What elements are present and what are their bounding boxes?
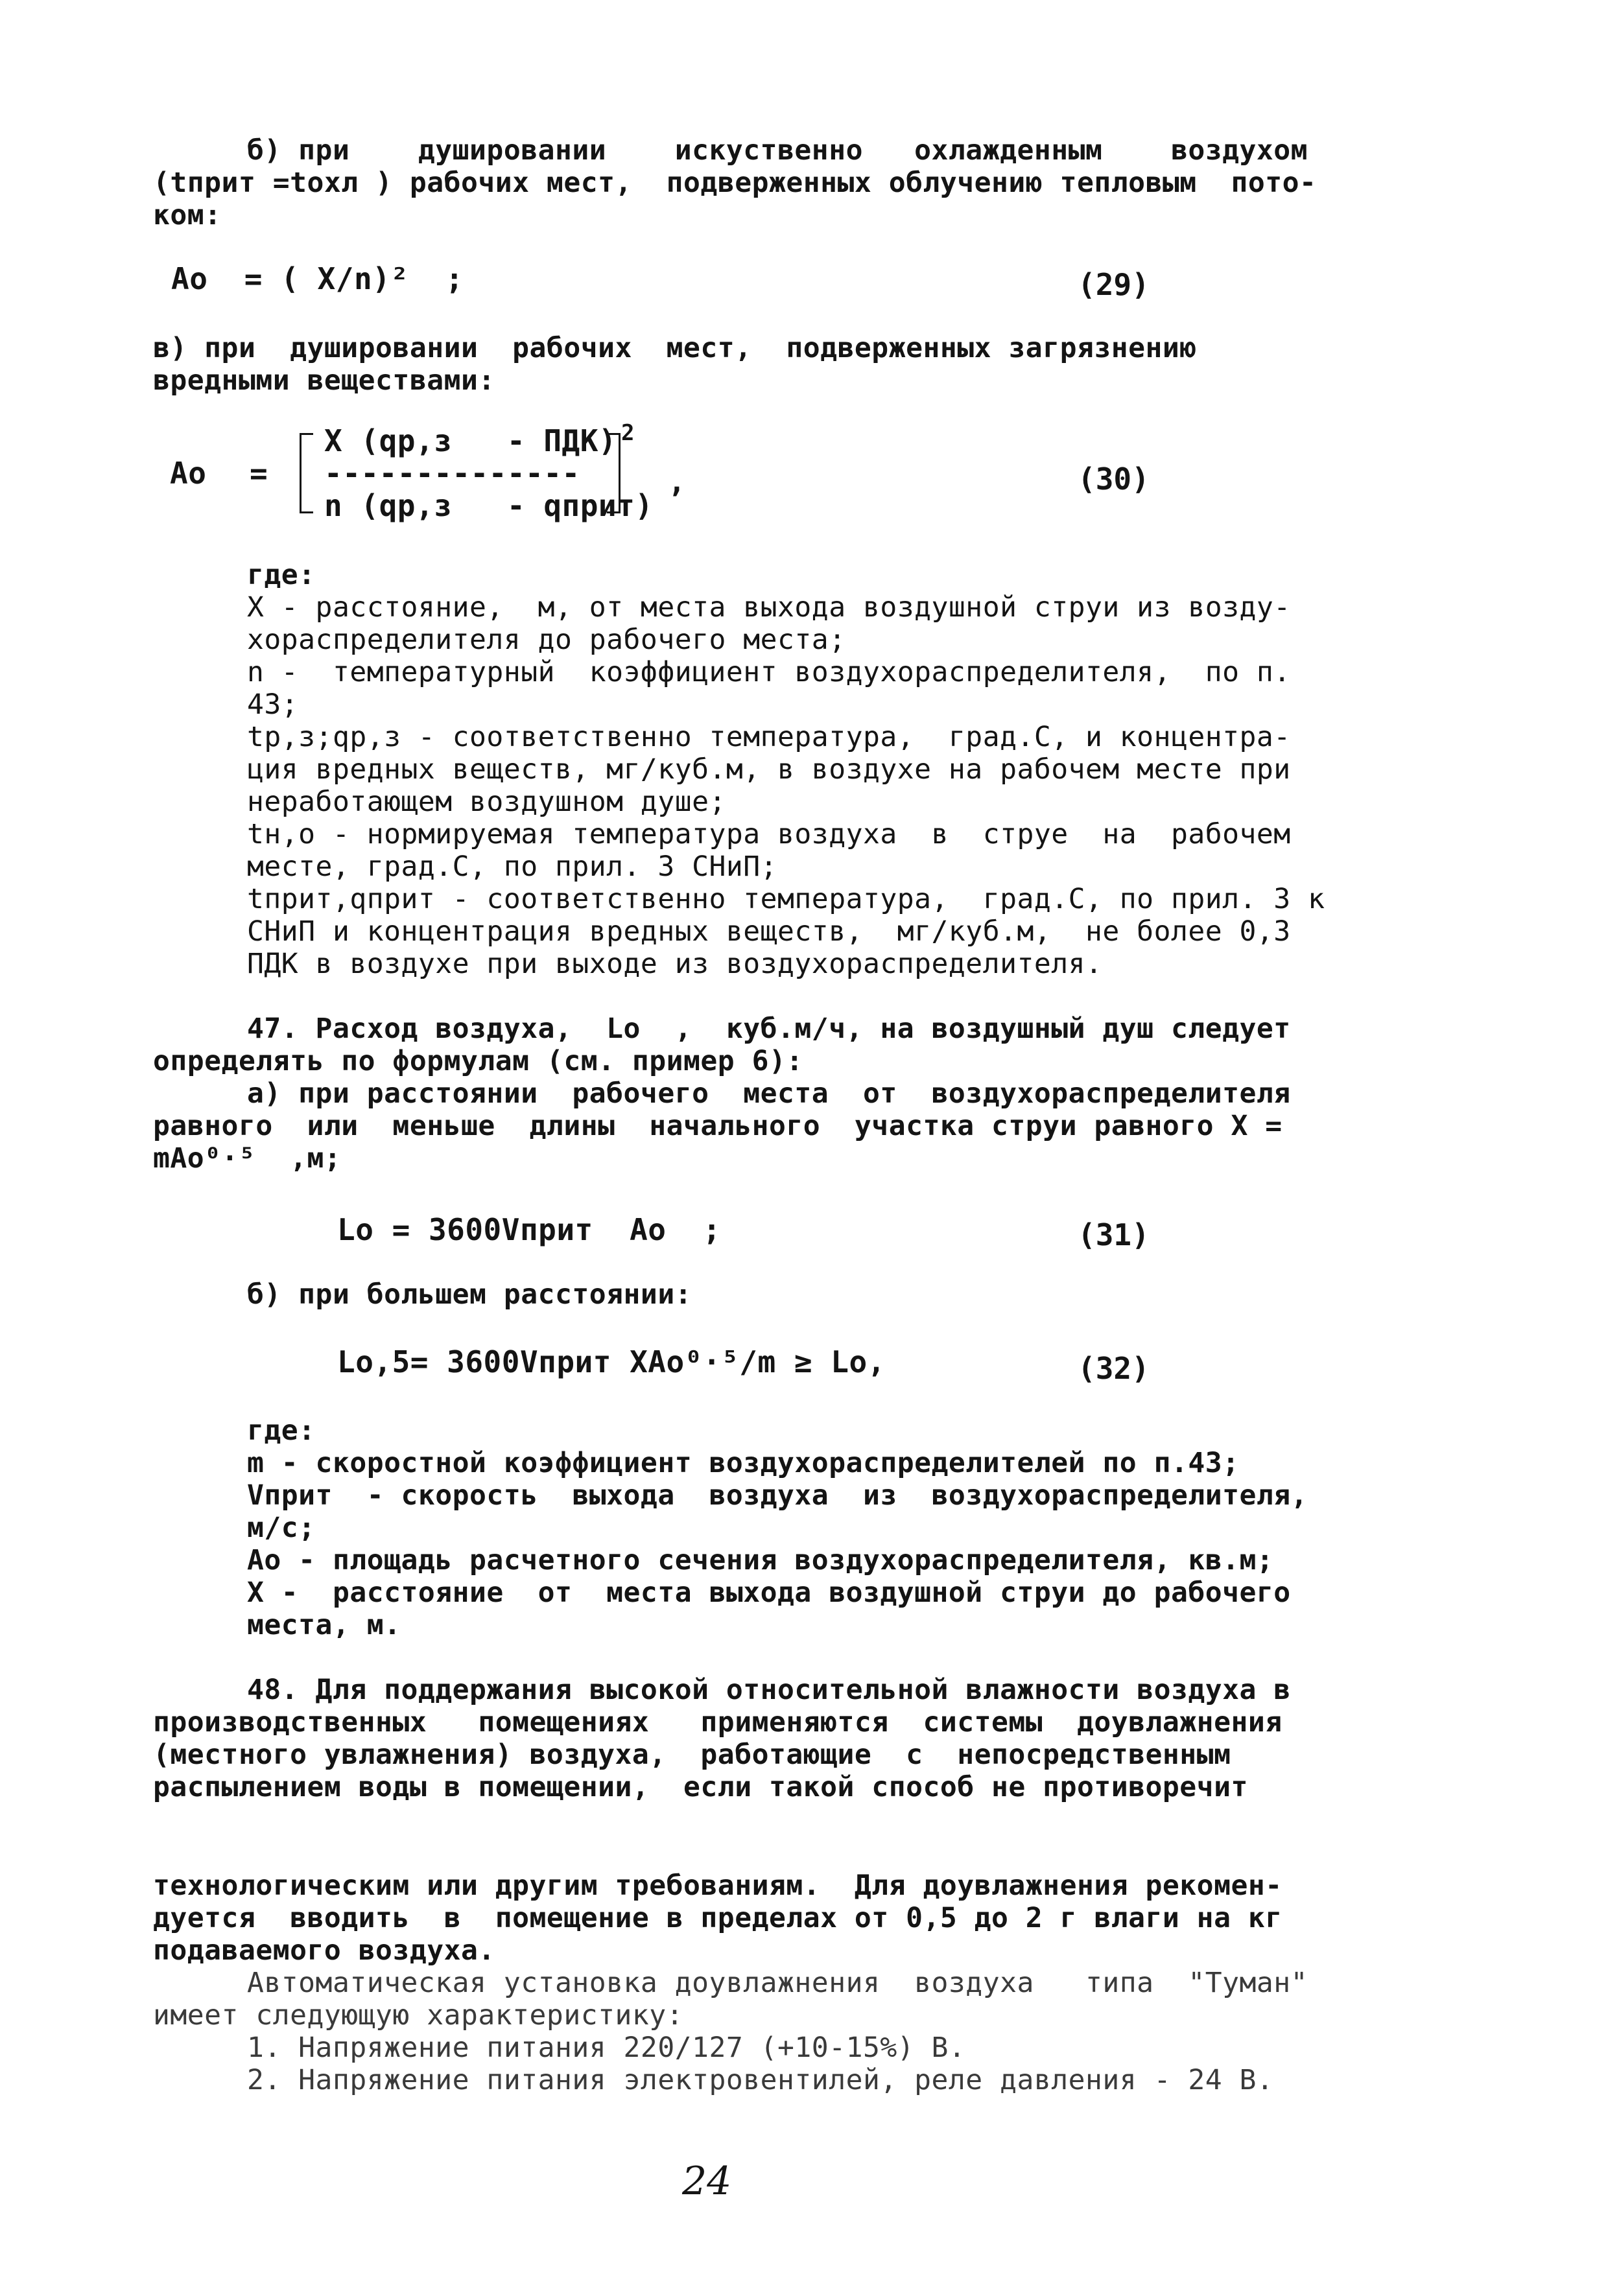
text-line: имеет следующую характеристику:: [153, 1999, 684, 2032]
text-line: m - скоростной коэффициент воздухораспределителей по п.43;: [247, 1447, 1240, 1479]
formula-30-denominator: n (qр,з - qприт): [324, 488, 654, 523]
text-line: подаваемого воздуха.: [153, 1934, 495, 1967]
text-line: технологическим или другим требованиям. Для доувлажнения рекомен-: [153, 1869, 1283, 1902]
text-line: дуется вводить в помещение в пределах от 0,5 до 2 г влаги на кг: [153, 1902, 1283, 1934]
formula-31: Lо = 3600Vприт Aо ;: [337, 1212, 722, 1247]
text-line: месте, град.С, по прил. 3 СНиП;: [247, 850, 778, 883]
text-line: ция вредных веществ, мг/куб.м, в воздухе на рабочем месте при: [247, 753, 1291, 786]
text-line: X - расстояние, м, от места выхода воздушной струи из возду-: [247, 591, 1291, 624]
equation-number-32: (32): [1078, 1351, 1150, 1386]
text-line: производственных помещениях применяются системы доувлажнения: [153, 1706, 1283, 1739]
text-line: в) при душировании рабочих мест, подверженных загрязнению: [153, 332, 1197, 364]
left-bracket: [300, 433, 313, 513]
text-line: Vприт - скорость выхода воздуха из воздухораспределителя,: [247, 1479, 1308, 1512]
text-line: определять по формулам (см. пример 6):: [153, 1045, 803, 1077]
text-line: (местного увлажнения) воздуха, работающие с непосредственным: [153, 1739, 1231, 1771]
formula-30-fraction-bar: --------------: [324, 456, 580, 491]
text-line: 47. Расход воздуха, Lо , куб.м/ч, на воздушный душ следует: [247, 1013, 1291, 1045]
text-line: б) при большем расстоянии:: [247, 1278, 692, 1311]
where-label: где:: [247, 559, 316, 591]
text-line: распылением воды в помещении, если такой способ не противоречит: [153, 1771, 1248, 1803]
formula-29: Ao = ( X/n)² ;: [171, 261, 464, 296]
text-line: 1. Напряжение питания 220/127 (+10-15%) В.: [247, 2032, 966, 2064]
formula-30-numerator: X (qр,з - ПДК): [324, 423, 617, 458]
equation-number-31: (31): [1078, 1217, 1150, 1252]
text-line: неработающем воздушном душе;: [247, 786, 726, 818]
text-line: а) при расстоянии рабочего места от воздухораспределителя: [247, 1077, 1291, 1110]
text-line: ком:: [153, 199, 222, 231]
text-line: 2. Напряжение питания электровентилей, реле давления - 24 В.: [247, 2064, 1274, 2096]
text-line: 48. Для поддержания высокой относительной влажности воздуха в: [247, 1674, 1291, 1706]
text-line: tр,з;qр,з - соответственно температура, град.С, и концентра-: [247, 721, 1291, 753]
text-line: ПДК в воздухе при выходе из воздухораспределителя.: [247, 948, 1103, 980]
right-bracket: [607, 433, 621, 513]
text-line: вредными веществами:: [153, 364, 495, 397]
text-line: СНиП и концентрация вредных веществ, мг/куб.м, не более 0,3: [247, 915, 1291, 948]
formula-32: Lо,5= 3600Vприт XAо⁰·⁵/m ≥ Lо,: [337, 1344, 886, 1379]
text-line: б) при душировании искуственно охлажденным воздухом: [247, 134, 1308, 167]
equation-number-29: (29): [1078, 267, 1150, 302]
equation-number-30: (30): [1078, 462, 1150, 497]
formula-30-power: 2: [621, 420, 635, 446]
where-label: где:: [247, 1414, 316, 1447]
text-line: (tприт =tохл ) рабочих мест, подверженных облучению тепловым пото-: [153, 167, 1317, 199]
text-line: м/с;: [247, 1512, 316, 1544]
formula-30-equals: =: [250, 456, 268, 491]
text-line: X - расстояние от места выхода воздушной струи до рабочего: [247, 1576, 1291, 1609]
formula-30-comma: ,: [668, 464, 687, 499]
text-line: равного или меньше длины начального участка струи равного X =: [153, 1110, 1283, 1142]
formula-30-lhs: Ao: [170, 456, 207, 491]
text-line: хораспределителя до рабочего места;: [247, 624, 846, 656]
text-line: tприт,qприт - соответственно температура, град.С, по прил. 3 к: [247, 883, 1325, 915]
page-number: 24: [682, 2159, 732, 2204]
text-line: Aо - площадь расчетного сечения воздухораспределителя, кв.м;: [247, 1544, 1274, 1576]
text-line: n - температурный коэффициент воздухораспределителя, по п.: [247, 656, 1291, 688]
text-line: Автоматическая установка доувлажнения воздуха типа "Туман": [247, 1967, 1308, 1999]
text-line: tн,о - нормируемая температура воздуха в струе на рабочем: [247, 818, 1291, 850]
text-line: места, м.: [247, 1609, 401, 1641]
text-line: 43;: [247, 688, 299, 721]
text-line: mAо⁰·⁵ ,м;: [153, 1142, 342, 1175]
